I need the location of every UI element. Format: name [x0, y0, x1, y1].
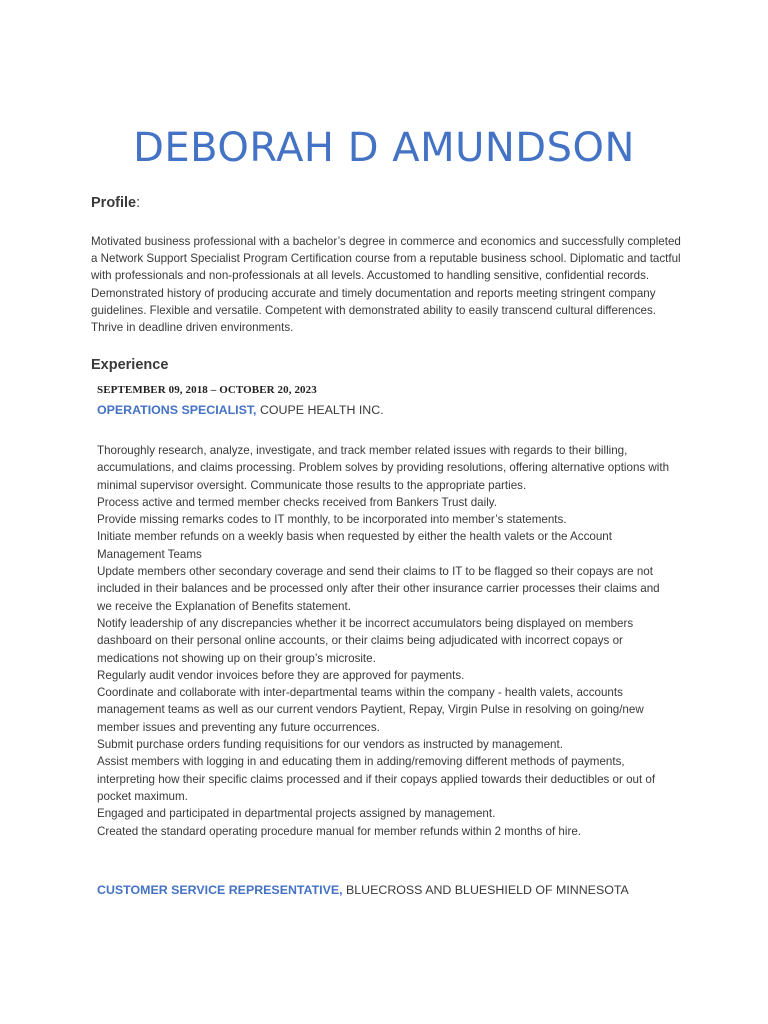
job-title — [97, 403, 384, 417]
profile-heading — [91, 195, 140, 211]
job-title — [97, 883, 629, 897]
job-duty: Submit purchase orders funding requisitions for our vendors as instructed by management. — [97, 738, 563, 752]
job-company: COUPE HEALTH INC. — [256, 403, 384, 417]
profile-heading-colon: : — [136, 195, 141, 211]
job-dates: SEPTEMBER 09, 2018 – OCTOBER 20, 2023 — [97, 384, 317, 396]
job-duty: Created the standard operating procedure manual for member refunds within 2 months of hire. — [97, 824, 581, 838]
job-duty: Coordinate and collaborate with inter-departmental teams within the company - health valets, accounts management teams as well as our current vendors Paytient, Repay, Virgin Pulse in resolving on going/new member issues and preventing any future occurrences. — [97, 686, 644, 734]
job-duty: Process active and termed member checks received from Bankers Trust daily. — [97, 495, 497, 509]
job-duty: Regularly audit vendor invoices before they are approved for payments. — [97, 668, 465, 682]
resume-name: DEBORAH D AMUNDSON — [133, 124, 635, 171]
job-role: OPERATIONS SPECIALIST, — [97, 403, 257, 417]
job-company: BLUECROSS AND BLUESHIELD OF MINNESOTA — [342, 883, 629, 897]
job-duty: Initiate member refunds on a weekly basis when requested by either the health valets or the Account Management Teams — [97, 530, 612, 561]
job-duty: Update members other secondary coverage and send their claims to IT to be flagged so their copays are not included in their balances and be processed only after their other insurance carrier processes their claims and we receive the Explanation of Benefits statement. — [97, 565, 660, 613]
job-duty: Thoroughly research, analyze, investigate, and track member related issues with regards to their billing, accumulations, and claims processing. Problem solves by providing resolutions, offering alternative options with minimal supervisor oversight. Communicate those results to the appropriate parties. — [97, 444, 670, 492]
job-role: CUSTOMER SERVICE REPRESENTATIVE, — [97, 883, 343, 897]
job-duty: Assist members with logging in and educating them in adding/removing different methods of payments, interpreting how their specific claims processed and if their copays applied towards their deductibles or out of pocket maximum. — [97, 755, 656, 803]
profile-heading-label: Profile — [91, 195, 137, 211]
job-duties-list — [97, 442, 677, 840]
profile-text: Motivated business professional with a bachelor’s degree in commerce and economics and successfully completed a Network Support Specialist Program Certification course from a reputable business school. Diplomatic and tactful with professionals and non-professionals at all levels. Accustomed to handling sensitive, confidential records. Demonstrated history of producing accurate and timely documentation and reports meeting stringent company guidelines. Flexible and versatile. Competent with demonstrated ability to easily transcend cultural differences. Thrive in deadline driven environments. — [91, 235, 681, 335]
job-duty: Engaged and participated in departmental projects assigned by management. — [97, 807, 496, 821]
experience-heading: Experience — [91, 357, 169, 373]
job-duty: Provide missing remarks codes to IT monthly, to be incorporated into member’s statements. — [97, 513, 567, 527]
job-duty: Notify leadership of any discrepancies whether it be incorrect accumulators being displayed on members dashboard on their personal online accounts, or their claims being adjudicated with incorrect copays or medications not showing up on their group’s microsite. — [97, 616, 634, 665]
